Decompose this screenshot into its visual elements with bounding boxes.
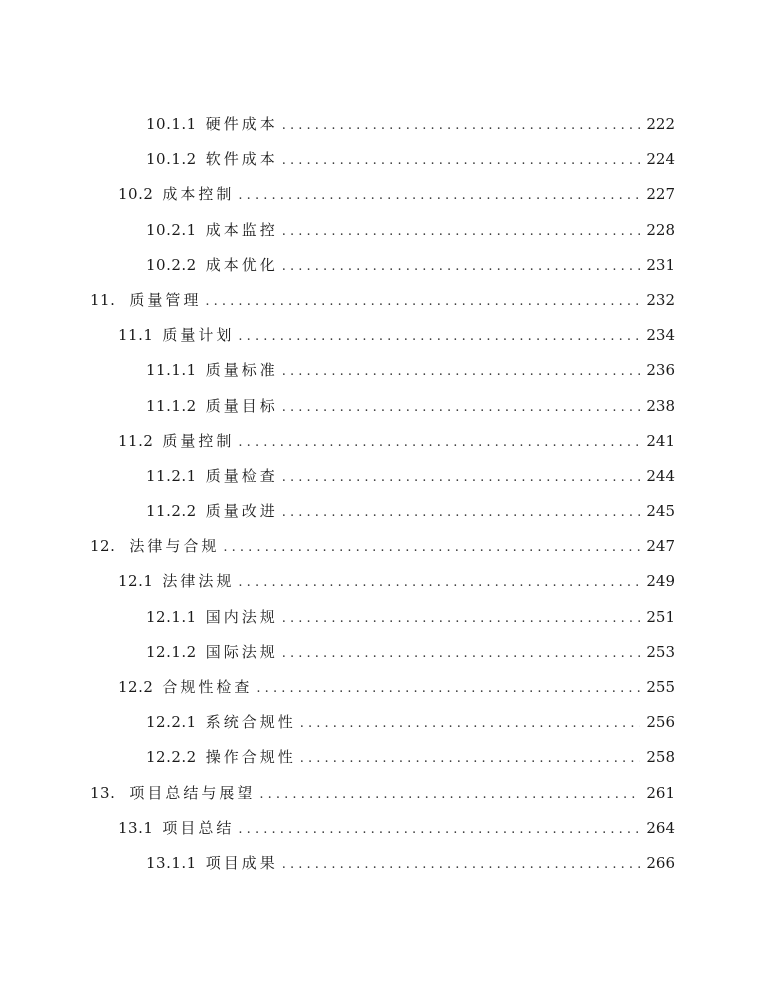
toc-entry-page: 253 [646, 642, 675, 661]
toc-entry-title: 项目成果 [205, 853, 278, 872]
toc-entry-page: 236 [646, 361, 675, 380]
toc-entry[interactable] [0, 635, 765, 670]
toc-entry-title: 质量标准 [205, 361, 278, 380]
toc-entry-title: 硬件成本 [205, 115, 278, 133]
toc-entry-number: 13. [90, 783, 116, 802]
toc-entry[interactable] [0, 776, 765, 811]
toc-entry-title: 项目总结与展望 [129, 783, 256, 802]
toc-dot-leader [282, 354, 641, 389]
toc-entry[interactable] [0, 600, 765, 635]
toc-dot-leader [300, 706, 641, 741]
toc-entry-number: 12. [90, 537, 116, 556]
toc-entry-title: 成本优化 [205, 255, 278, 274]
toc-entry[interactable] [0, 177, 765, 212]
toc-entry-number: 10.2 [118, 185, 154, 204]
toc-dot-leader [259, 777, 640, 812]
toc-entry-title: 国际法规 [205, 642, 278, 661]
toc-entry[interactable] [0, 705, 765, 740]
toc-entry-number: 12.2.1 [146, 713, 197, 732]
table-of-contents [0, 107, 765, 881]
toc-entry-title: 合规性检查 [162, 678, 253, 696]
toc-entry[interactable] [0, 811, 765, 846]
toc-entry-page: 249 [646, 572, 675, 591]
toc-entry-title: 质量目标 [205, 396, 278, 415]
toc-entry[interactable] [0, 213, 765, 248]
toc-dot-leader [282, 214, 641, 249]
toc-entry-number: 11.1 [118, 326, 154, 345]
toc-dot-leader [300, 741, 641, 776]
toc-entry-page: 227 [646, 185, 675, 204]
toc-entry-number: 11.2.2 [146, 502, 197, 521]
toc-entry-title: 操作合规性 [205, 748, 296, 767]
toc-entry-number: 12.1.2 [146, 642, 197, 661]
toc-entry-page: 238 [646, 396, 675, 415]
toc-dot-leader [223, 530, 640, 565]
toc-entry-title: 成本控制 [162, 185, 235, 204]
toc-entry-title: 系统合规性 [205, 713, 296, 732]
toc-entry-title: 质量控制 [162, 431, 235, 450]
toc-entry-page: 228 [646, 220, 675, 239]
toc-entry[interactable] [0, 494, 765, 529]
toc-entry[interactable] [0, 564, 765, 599]
toc-entry-number: 10.1.1 [146, 115, 197, 133]
toc-dot-leader [282, 495, 641, 530]
toc-entry[interactable] [0, 389, 765, 424]
toc-entry-page: 258 [646, 748, 675, 767]
toc-dot-leader [238, 319, 640, 354]
toc-entry-page: 224 [646, 150, 675, 169]
toc-entry-title: 软件成本 [205, 150, 278, 169]
toc-dot-leader [238, 425, 640, 460]
toc-entry-number: 12.2.2 [146, 748, 197, 767]
toc-entry-title: 法律与合规 [129, 537, 220, 556]
toc-entry-number: 13.1 [118, 818, 154, 837]
toc-entry[interactable] [0, 353, 765, 388]
toc-dot-leader [282, 143, 641, 178]
toc-entry-title: 质量检查 [205, 466, 278, 485]
toc-entry-title: 质量管理 [129, 290, 202, 309]
toc-dot-leader [238, 565, 640, 600]
toc-entry-number: 10.1.2 [146, 150, 197, 169]
toc-dot-leader [256, 671, 640, 706]
toc-entry-page: 255 [646, 678, 675, 696]
toc-entry-number: 13.1.1 [146, 853, 197, 872]
toc-entry-title: 项目总结 [162, 818, 235, 837]
toc-entry-number: 11.1.2 [146, 396, 197, 415]
toc-entry[interactable] [0, 846, 765, 881]
toc-entry-number: 12.1 [118, 572, 154, 591]
toc-entry-page: 244 [646, 466, 675, 485]
toc-dot-leader [205, 284, 640, 319]
toc-entry-page: 247 [646, 537, 675, 556]
toc-entry[interactable] [0, 283, 765, 318]
toc-entry[interactable] [0, 459, 765, 494]
toc-entry-title: 质量计划 [162, 326, 235, 345]
toc-entry-page: 241 [646, 431, 675, 450]
toc-entry-title: 国内法规 [205, 607, 278, 626]
toc-entry-page: 245 [646, 502, 675, 521]
toc-entry[interactable] [0, 529, 765, 564]
toc-entry-page: 264 [646, 818, 675, 837]
toc-entry-page: 266 [646, 853, 675, 872]
toc-dot-leader [282, 390, 641, 425]
toc-entry-page: 231 [646, 255, 675, 274]
toc-entry-title: 质量改进 [205, 502, 278, 521]
toc-entry-page: 251 [646, 607, 675, 626]
toc-entry-number: 11.2.1 [146, 466, 197, 485]
toc-entry[interactable] [0, 142, 765, 177]
toc-dot-leader [282, 460, 641, 495]
toc-entry-page: 256 [646, 713, 675, 732]
toc-dot-leader [282, 636, 641, 671]
toc-entry[interactable] [0, 248, 765, 283]
toc-entry[interactable] [0, 424, 765, 459]
toc-entry[interactable] [0, 107, 765, 142]
toc-entry-page: 261 [646, 783, 675, 802]
toc-entry-page: 234 [646, 326, 675, 345]
toc-entry-number: 11.1.1 [146, 361, 197, 380]
toc-entry[interactable] [0, 740, 765, 775]
toc-entry-number: 11.2 [118, 431, 154, 450]
toc-dot-leader [238, 178, 640, 213]
toc-dot-leader [282, 601, 641, 636]
toc-entry-number: 11. [90, 290, 116, 309]
toc-entry-number: 12.2 [118, 678, 154, 696]
toc-entry-title: 成本监控 [205, 220, 278, 239]
toc-entry-number: 12.1.1 [146, 607, 197, 626]
toc-dot-leader [238, 812, 640, 847]
toc-dot-leader [282, 108, 641, 143]
toc-entry[interactable] [0, 670, 765, 705]
toc-dot-leader [282, 847, 641, 882]
toc-entry-title: 法律法规 [162, 572, 235, 591]
toc-entry-page: 222 [646, 115, 675, 133]
toc-entry-page: 232 [646, 290, 675, 309]
toc-dot-leader [282, 249, 641, 284]
toc-entry-number: 10.2.2 [146, 255, 197, 274]
toc-entry-number: 10.2.1 [146, 220, 197, 239]
toc-entry[interactable] [0, 318, 765, 353]
